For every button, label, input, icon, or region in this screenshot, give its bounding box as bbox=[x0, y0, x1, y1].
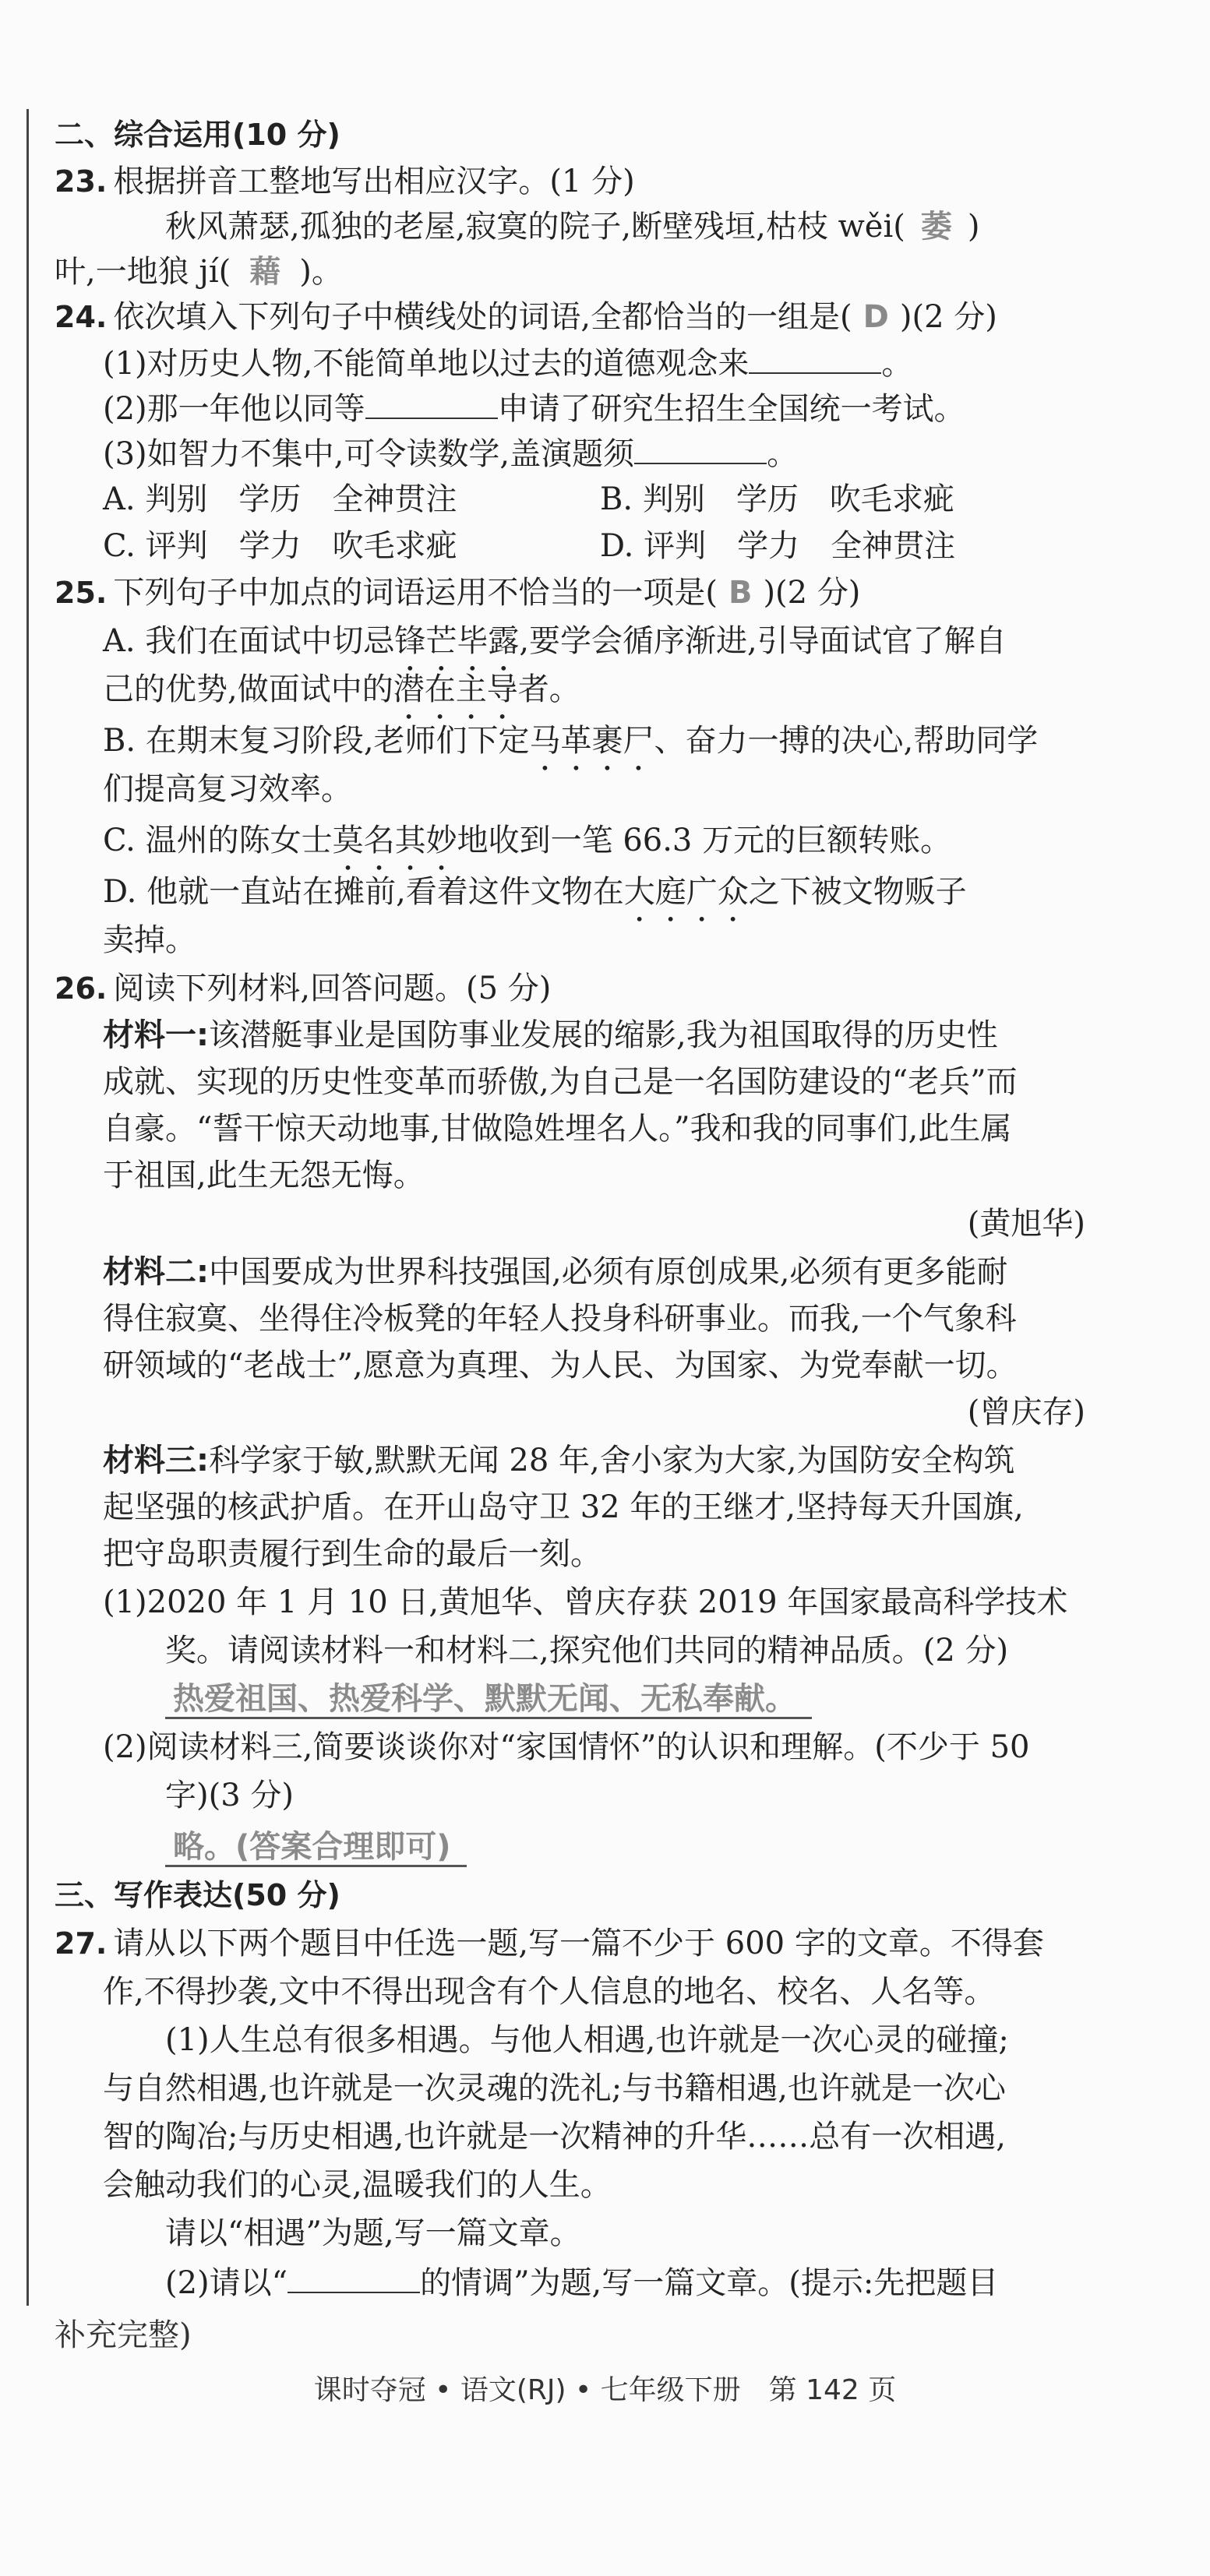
section-heading-3: 三、写作表达(50 分) bbox=[55, 1878, 340, 1912]
q26-sub2-line2: 字)(3 分) bbox=[165, 1778, 294, 1813]
q25-option-c: C. 温州的陈女士莫名其妙地收到一笔 66.3 万元的巨额转账。 bbox=[103, 823, 952, 858]
material-1-line1: 材料一:该潜艇事业是国防事业发展的缩影,我为祖国取得的历史性 bbox=[103, 1017, 998, 1053]
blank bbox=[634, 432, 767, 464]
question-26: 26. 阅读下列材料,回答问题。(5 分) bbox=[55, 971, 552, 1006]
q26-sub1-answer: 热爱祖国、热爱科学、默默无闻、无私奉献。 bbox=[165, 1678, 812, 1720]
q24-option-b-wrap bbox=[600, 478, 954, 520]
question-23: 23. 根据拼音工整地写出相应汉字。(1 分) bbox=[55, 164, 635, 199]
q24-options-cd bbox=[103, 525, 457, 567]
q27-prompt1-line5: 请以“相遇”为题,写一篇文章。 bbox=[165, 2215, 581, 2251]
q27-prompt1-line2: 与自然相遇,也许就是一次灵魂的洗礼;与书籍相遇,也许就是一次心 bbox=[103, 2070, 1006, 2106]
q24-options-ab bbox=[103, 478, 457, 520]
option-d: D. 评判 学力 全神贯注 bbox=[600, 528, 956, 564]
material-1-source: (黄旭华) bbox=[967, 1206, 1085, 1242]
question-25: 25. 下列句子中加点的词语运用不恰当的一项是( B )(2 分) bbox=[55, 575, 861, 611]
q25-option-a-line1: A. 我们在面试中切忌锋芒毕露,要学会循序渐进,引导面试官了解自 bbox=[103, 623, 1007, 659]
q27-prompt1-line3: 智的陶冶;与历史相遇,也许就是一次精神的升华……总有一次相遇, bbox=[103, 2119, 1006, 2155]
material-1-line4: 于祖国,此生无怨无悔。 bbox=[103, 1158, 425, 1193]
material-2-line3: 研领域的“老战士”,愿意为真理、为人民、为国家、为党奉献一切。 bbox=[103, 1348, 1018, 1383]
q26-sub1-line2: 奖。请阅读材料一和材料二,探究他们共同的精神品质。(2 分) bbox=[165, 1633, 1009, 1669]
question-24: 24. 依次填入下列句子中横线处的词语,全都恰当的一组是( D )(2 分) bbox=[55, 299, 997, 335]
blank bbox=[365, 386, 498, 419]
q24-sentence-3: (3)如智力不集中,可令读数学,盖演题须 。 bbox=[103, 432, 798, 475]
material-2-source: (曾庆存) bbox=[967, 1394, 1085, 1430]
blank bbox=[288, 2261, 420, 2293]
q24-sentence-2: (2)那一年他以同等 申请了研究生招生全国统一考试。 bbox=[103, 386, 965, 430]
answer-25: B bbox=[728, 575, 753, 611]
answer-23-2: 藉 bbox=[249, 254, 281, 290]
q26-sub2-line1: (2)阅读材料三,简要谈谈你对“家国情怀”的认识和理解。(不少于 50 bbox=[103, 1729, 1030, 1765]
q25-option-d-line1: D. 他就一直站在摊前,看着这件文物在大庭广众之下被文物贩子 bbox=[103, 874, 967, 910]
answer-24: D bbox=[863, 299, 889, 335]
section-heading-2: 二、综合运用(10 分) bbox=[55, 118, 340, 152]
q25-option-b-line2: 们提高复习效率。 bbox=[103, 771, 352, 807]
q26-sub1-line1: (1)2020 年 1 月 10 日,黄旭华、曾庆存获 2019 年国家最高科学技术 bbox=[103, 1584, 1068, 1620]
material-2-line2: 得住寂寞、坐得住冷板凳的年轻人投身科研事业。而我,一个气象科 bbox=[103, 1301, 1017, 1337]
option-c: C. 评判 学力 吹毛求疵 bbox=[103, 528, 457, 564]
q25-option-b-line1: B. 在期末复习阶段,老师们下定马革裹尸、奋力一搏的决心,帮助同学 bbox=[103, 723, 1039, 759]
option-b: B. 判别 学历 吹毛求疵 bbox=[600, 481, 954, 517]
page-footer: 课时夺冠 • 语文(RJ) • 七年级下册 第 142 页 bbox=[313, 2374, 897, 2406]
q26-sub2-answer: 略。(答案合理即可) bbox=[165, 1826, 467, 1868]
material-2-line1: 材料二:中国要成为世界科技强国,必须有原创成果,必须有更多能耐 bbox=[103, 1254, 1008, 1290]
q24-option-d-wrap bbox=[600, 525, 955, 567]
q23-line1: 秋风萧瑟,孤独的老屋,寂寞的院子,断壁残垣,枯枝 wěi( 萎 ) bbox=[165, 209, 980, 245]
margin-rule bbox=[26, 109, 29, 2306]
material-1-line2: 成就、实现的历史性变革而骄傲,为自己是一名国防建设的“老兵”而 bbox=[103, 1064, 1018, 1100]
q27-prompt1-line4: 会触动我们的心灵,温暖我们的人生。 bbox=[103, 2167, 612, 2203]
q25-option-d-line2: 卖掉。 bbox=[103, 922, 196, 958]
q27-line2: 作,不得抄袭,文中不得出现含有个人信息的地名、校名、人名等。 bbox=[103, 1974, 996, 2010]
q27-prompt2-line1: (2)请以“ 的情调”为题,写一篇文章。(提示:先把题目 bbox=[165, 2261, 998, 2304]
q24-sentence-1: (1)对历史人物,不能简单地以过去的道德观念来 。 bbox=[103, 341, 912, 385]
material-3-line3: 把守岛职责履行到生命的最后一刻。 bbox=[103, 1536, 601, 1572]
q27-prompt2-line2: 补充完整) bbox=[55, 2317, 192, 2353]
material-3-line2: 起坚强的核武护盾。在开山岛守卫 32 年的王继才,坚持每天升国旗, bbox=[103, 1489, 1024, 1525]
material-1-line3: 自豪。“誓干惊天动地事,甘做隐姓埋名人。”我和我的同事们,此生属 bbox=[103, 1111, 1012, 1147]
q25-option-a-line2: 己的优势,做面试中的潜在主导者。 bbox=[103, 671, 580, 707]
answer-23-1: 萎 bbox=[920, 209, 952, 245]
question-27: 27. 请从以下两个题目中任选一题,写一篇不少于 600 字的文章。不得套 bbox=[55, 1926, 1044, 1961]
q23-line2: 叶,一地狼 jí( 藉 )。 bbox=[55, 254, 343, 290]
material-3-line1: 材料三:科学家于敏,默默无闻 28 年,舍小家为大家,为国防安全构筑 bbox=[103, 1443, 1015, 1478]
q27-prompt1-line1: (1)人生总有很多相遇。与他人相遇,也许就是一次心灵的碰撞; bbox=[165, 2022, 1009, 2058]
blank bbox=[749, 341, 881, 374]
option-a: A. 判别 学历 全神贯注 bbox=[103, 481, 457, 517]
